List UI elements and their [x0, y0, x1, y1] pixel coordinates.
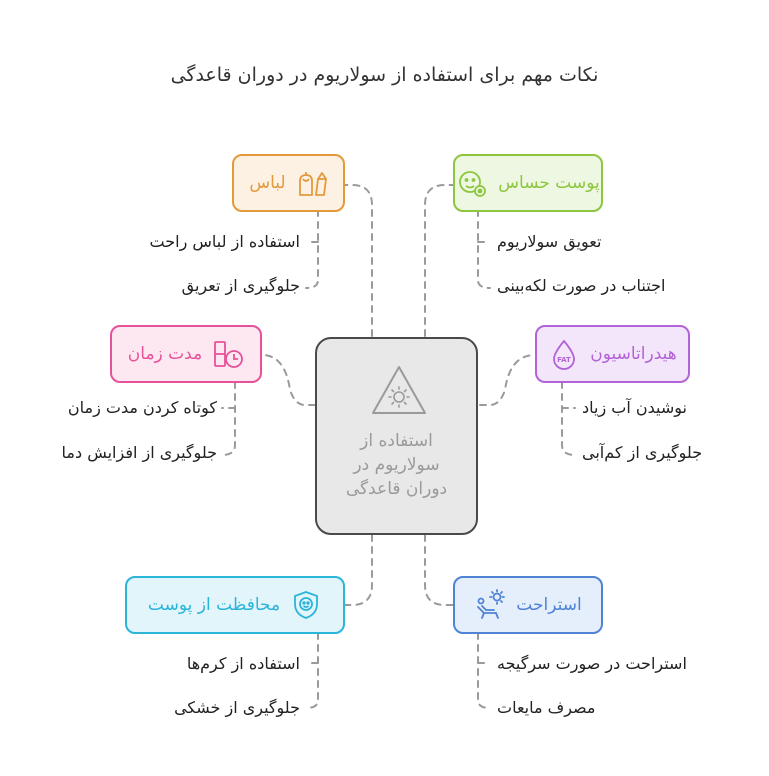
list-item: اجتناب در صورت لکه‌بینی: [497, 276, 666, 295]
warning-sun-icon: [369, 361, 429, 421]
list-item: مصرف مایعات: [497, 698, 596, 717]
shield-face-icon: [290, 589, 322, 621]
central-topic[interactable]: [315, 337, 478, 535]
svg-text:FAT: FAT: [557, 356, 572, 364]
list-item: جلوگیری از تعریق: [181, 276, 300, 295]
sunbed-icon: [474, 589, 506, 621]
topic-clothing-label: لباس: [249, 173, 286, 193]
topic-skin-protection[interactable]: [125, 576, 345, 634]
clothing-icon: [296, 167, 328, 199]
list-item: جلوگیری از افزایش دما: [61, 443, 217, 462]
list-item: استراحت در صورت سرگیجه: [497, 654, 687, 673]
central-topic-label: استفاده از سولاریوم در دوران قاعدگی: [345, 431, 448, 499]
list-item: استفاده از لباس راحت: [149, 232, 300, 251]
list-item: استفاده از کرم‌ها: [186, 654, 300, 673]
topic-duration-label: مدت زمان: [127, 344, 203, 364]
topic-rest-label: استراحت: [516, 595, 582, 615]
topic-clothing[interactable]: [232, 154, 345, 212]
timer-icon: [212, 338, 244, 370]
topic-sensitive-skin-label: پوست حساس: [498, 173, 600, 193]
topic-duration[interactable]: [110, 325, 262, 383]
list-item: کوتاه کردن مدت زمان: [67, 398, 217, 417]
list-item: تعویق سولاریوم: [497, 232, 602, 251]
list-item: جلوگیری از خشکی: [174, 698, 300, 717]
list-item: جلوگیری از کم‌آبی: [582, 443, 703, 462]
topic-rest[interactable]: [453, 576, 603, 634]
diagram-title: نکات مهم برای استفاده از سولاریوم در دوران قاعدگی: [170, 64, 599, 86]
face-icon: [456, 167, 488, 199]
topic-hydration[interactable]: [535, 325, 690, 383]
water-drop-icon: [548, 338, 580, 370]
topic-skin-protection-label: محافظت از پوست: [147, 595, 281, 615]
topic-sensitive-skin[interactable]: [453, 154, 603, 212]
topic-hydration-label: هیدراتاسیون: [590, 344, 677, 364]
list-item: نوشیدن آب زیاد: [582, 398, 687, 417]
